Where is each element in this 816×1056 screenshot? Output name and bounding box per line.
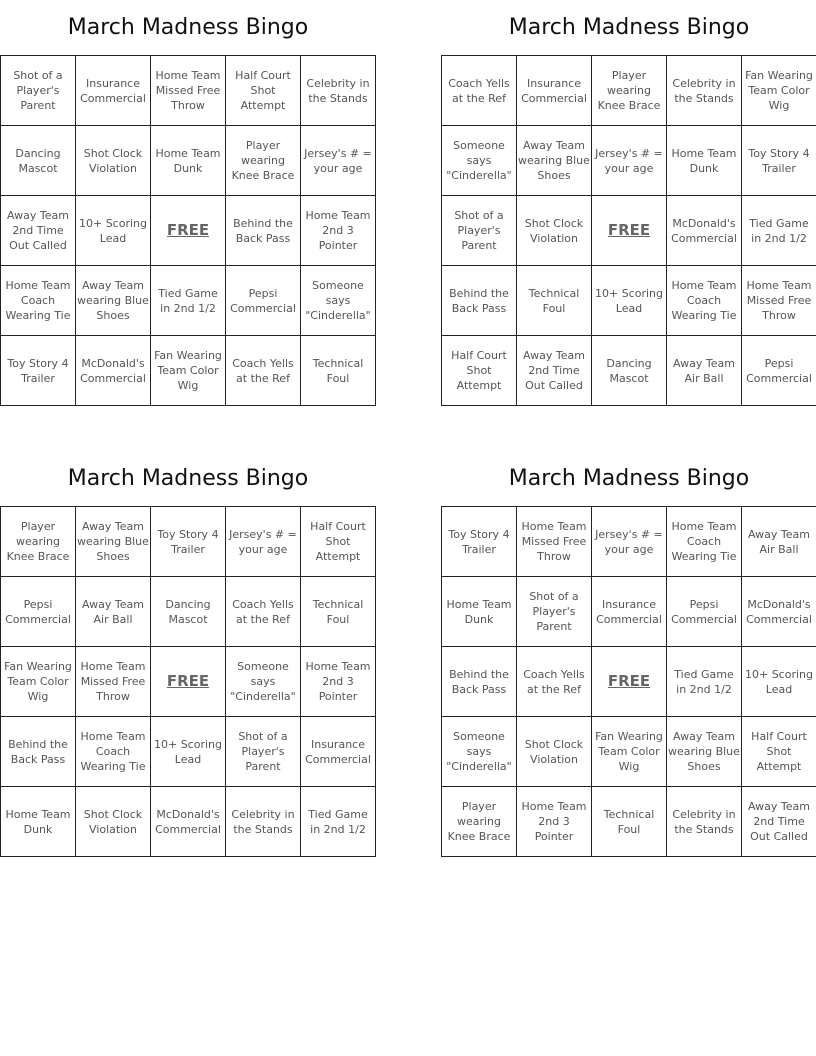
bingo-cell: Shot Clock Violation [76, 787, 151, 857]
bingo-card-4 [441, 451, 816, 857]
bingo-cell: Someone says "Cinderella" [442, 126, 517, 196]
bingo-cell: Fan Wearing Team Color Wig [742, 56, 816, 126]
bingo-cell: Jersey's # = your age [592, 507, 667, 577]
bingo-cell: Coach Yells at the Ref [442, 56, 517, 126]
bingo-cell: Dancing Mascot [1, 126, 76, 196]
bingo-cell: Player wearing Knee Brace [442, 787, 517, 857]
bingo-cell: Home Team Dunk [151, 126, 226, 196]
bingo-grid [0, 55, 376, 406]
bingo-card-1 [0, 0, 376, 406]
bingo-cell: Toy Story 4 Trailer [442, 507, 517, 577]
bingo-row [442, 126, 816, 196]
bingo-cell: Coach Yells at the Ref [517, 647, 592, 717]
bingo-cell: Tied Game in 2nd 1/2 [301, 787, 376, 857]
bingo-cell: Home Team Dunk [667, 126, 742, 196]
bingo-cell: Home Team Missed Free Throw [517, 507, 592, 577]
bingo-cell: Jersey's # = your age [301, 126, 376, 196]
bingo-row [1, 196, 376, 266]
bingo-row [442, 577, 816, 647]
bingo-row [1, 787, 376, 857]
bingo-cell: Home Team Coach Wearing Tie [667, 266, 742, 336]
free-space-cell: FREE [592, 647, 667, 717]
bingo-cell: Half Court Shot Attempt [226, 56, 301, 126]
bingo-cell: Behind the Back Pass [442, 647, 517, 717]
bingo-cell: McDonald's Commercial [151, 787, 226, 857]
bingo-cell: Player wearing Knee Brace [592, 56, 667, 126]
card-title: March Madness Bingo [508, 466, 750, 491]
bingo-cell: Half Court Shot Attempt [742, 717, 816, 787]
bingo-cell: Someone says "Cinderella" [301, 266, 376, 336]
bingo-row [1, 717, 376, 787]
bingo-cell: Tied Game in 2nd 1/2 [742, 196, 816, 266]
bingo-grid [0, 506, 376, 857]
bingo-cell: Pepsi Commercial [1, 577, 76, 647]
bingo-cell: Insurance Commercial [76, 56, 151, 126]
bingo-cell: Coach Yells at the Ref [226, 336, 301, 406]
bingo-cell: Tied Game in 2nd 1/2 [151, 266, 226, 336]
bingo-cell: McDonald's Commercial [76, 336, 151, 406]
bingo-cell: Toy Story 4 Trailer [1, 336, 76, 406]
bingo-row [442, 56, 816, 126]
bingo-cell: Insurance Commercial [517, 56, 592, 126]
bingo-cell: McDonald's Commercial [667, 196, 742, 266]
bingo-cell: Player wearing Knee Brace [1, 507, 76, 577]
bingo-cell: Player wearing Knee Brace [226, 126, 301, 196]
bingo-cell: Someone says "Cinderella" [442, 717, 517, 787]
bingo-row [1, 647, 376, 717]
bingo-cell: Jersey's # = your age [592, 126, 667, 196]
bingo-row [442, 787, 816, 857]
bingo-grid [441, 506, 816, 857]
bingo-cell: Shot of a Player's Parent [226, 717, 301, 787]
bingo-cell: Shot of a Player's Parent [517, 577, 592, 647]
bingo-cell: Shot of a Player's Parent [1, 56, 76, 126]
bingo-row [442, 196, 816, 266]
bingo-row [442, 507, 816, 577]
bingo-cell: Half Court Shot Attempt [442, 336, 517, 406]
free-space-cell: FREE [592, 196, 667, 266]
card-title: March Madness Bingo [67, 466, 309, 491]
bingo-cell: Fan Wearing Team Color Wig [151, 336, 226, 406]
bingo-row [442, 266, 816, 336]
bingo-row [442, 336, 816, 406]
bingo-cell: 10+ Scoring Lead [742, 647, 816, 717]
bingo-cell: Home Team Dunk [1, 787, 76, 857]
bingo-cell: Away Team Air Ball [742, 507, 816, 577]
bingo-cell: Toy Story 4 Trailer [151, 507, 226, 577]
bingo-grid [441, 55, 816, 406]
bingo-cell: Technical Foul [301, 577, 376, 647]
bingo-cell: Tied Game in 2nd 1/2 [667, 647, 742, 717]
bingo-cell: 10+ Scoring Lead [76, 196, 151, 266]
bingo-cell: Technical Foul [592, 787, 667, 857]
free-space-cell: FREE [151, 647, 226, 717]
bingo-cell: McDonald's Commercial [742, 577, 816, 647]
free-space-cell: FREE [151, 196, 226, 266]
bingo-cell: Home Team Dunk [442, 577, 517, 647]
bingo-cell: Away Team 2nd Time Out Called [1, 196, 76, 266]
bingo-cell: Pepsi Commercial [667, 577, 742, 647]
bingo-card-2 [441, 0, 816, 406]
bingo-cell: Shot Clock Violation [76, 126, 151, 196]
bingo-cell: Home Team Missed Free Throw [742, 266, 816, 336]
bingo-cell: Shot of a Player's Parent [442, 196, 517, 266]
bingo-cell: Away Team Air Ball [667, 336, 742, 406]
card-title: March Madness Bingo [67, 15, 309, 40]
bingo-cell: Dancing Mascot [592, 336, 667, 406]
bingo-cell: Shot Clock Violation [517, 196, 592, 266]
bingo-cell: Fan Wearing Team Color Wig [592, 717, 667, 787]
bingo-row [1, 507, 376, 577]
bingo-cell: Away Team wearing Blue Shoes [667, 717, 742, 787]
bingo-cell: Away Team wearing Blue Shoes [517, 126, 592, 196]
bingo-cell: Coach Yells at the Ref [226, 577, 301, 647]
bingo-cell: Home Team Coach Wearing Tie [1, 266, 76, 336]
bingo-cell: Someone says "Cinderella" [226, 647, 301, 717]
bingo-cell: Away Team wearing Blue Shoes [76, 507, 151, 577]
bingo-cell: Behind the Back Pass [226, 196, 301, 266]
bingo-cell: Home Team Missed Free Throw [76, 647, 151, 717]
bingo-cell: Celebrity in the Stands [301, 56, 376, 126]
bingo-cell: Technical Foul [301, 336, 376, 406]
bingo-row [1, 577, 376, 647]
bingo-cell: Home Team Missed Free Throw [151, 56, 226, 126]
bingo-cell: Away Team 2nd Time Out Called [742, 787, 816, 857]
bingo-cell: Away Team wearing Blue Shoes [76, 266, 151, 336]
bingo-cell: Jersey's # = your age [226, 507, 301, 577]
bingo-cell: Away Team 2nd Time Out Called [517, 336, 592, 406]
bingo-cell: Celebrity in the Stands [667, 787, 742, 857]
bingo-row [1, 126, 376, 196]
bingo-row [1, 336, 376, 406]
bingo-cell: Dancing Mascot [151, 577, 226, 647]
bingo-cell: Insurance Commercial [301, 717, 376, 787]
bingo-cell: Technical Foul [517, 266, 592, 336]
card-title: March Madness Bingo [508, 15, 750, 40]
bingo-cell: Home Team 2nd 3 Pointer [301, 196, 376, 266]
bingo-row [442, 717, 816, 787]
bingo-row [1, 266, 376, 336]
bingo-cell: Home Team 2nd 3 Pointer [517, 787, 592, 857]
bingo-cell: Half Court Shot Attempt [301, 507, 376, 577]
bingo-cell: 10+ Scoring Lead [151, 717, 226, 787]
bingo-cell: Shot Clock Violation [517, 717, 592, 787]
bingo-cell: Home Team Coach Wearing Tie [667, 507, 742, 577]
bingo-cell: 10+ Scoring Lead [592, 266, 667, 336]
bingo-cell: Behind the Back Pass [442, 266, 517, 336]
bingo-cell: Celebrity in the Stands [667, 56, 742, 126]
bingo-cell: Insurance Commercial [592, 577, 667, 647]
bingo-cell: Fan Wearing Team Color Wig [1, 647, 76, 717]
bingo-cell: Behind the Back Pass [1, 717, 76, 787]
bingo-row [442, 647, 816, 717]
bingo-cell: Pepsi Commercial [742, 336, 816, 406]
bingo-card-3 [0, 451, 376, 857]
bingo-cell: Home Team Coach Wearing Tie [76, 717, 151, 787]
bingo-cell: Celebrity in the Stands [226, 787, 301, 857]
bingo-cell: Toy Story 4 Trailer [742, 126, 816, 196]
bingo-cell: Home Team 2nd 3 Pointer [301, 647, 376, 717]
bingo-cell: Pepsi Commercial [226, 266, 301, 336]
bingo-row [1, 56, 376, 126]
bingo-cell: Away Team Air Ball [76, 577, 151, 647]
